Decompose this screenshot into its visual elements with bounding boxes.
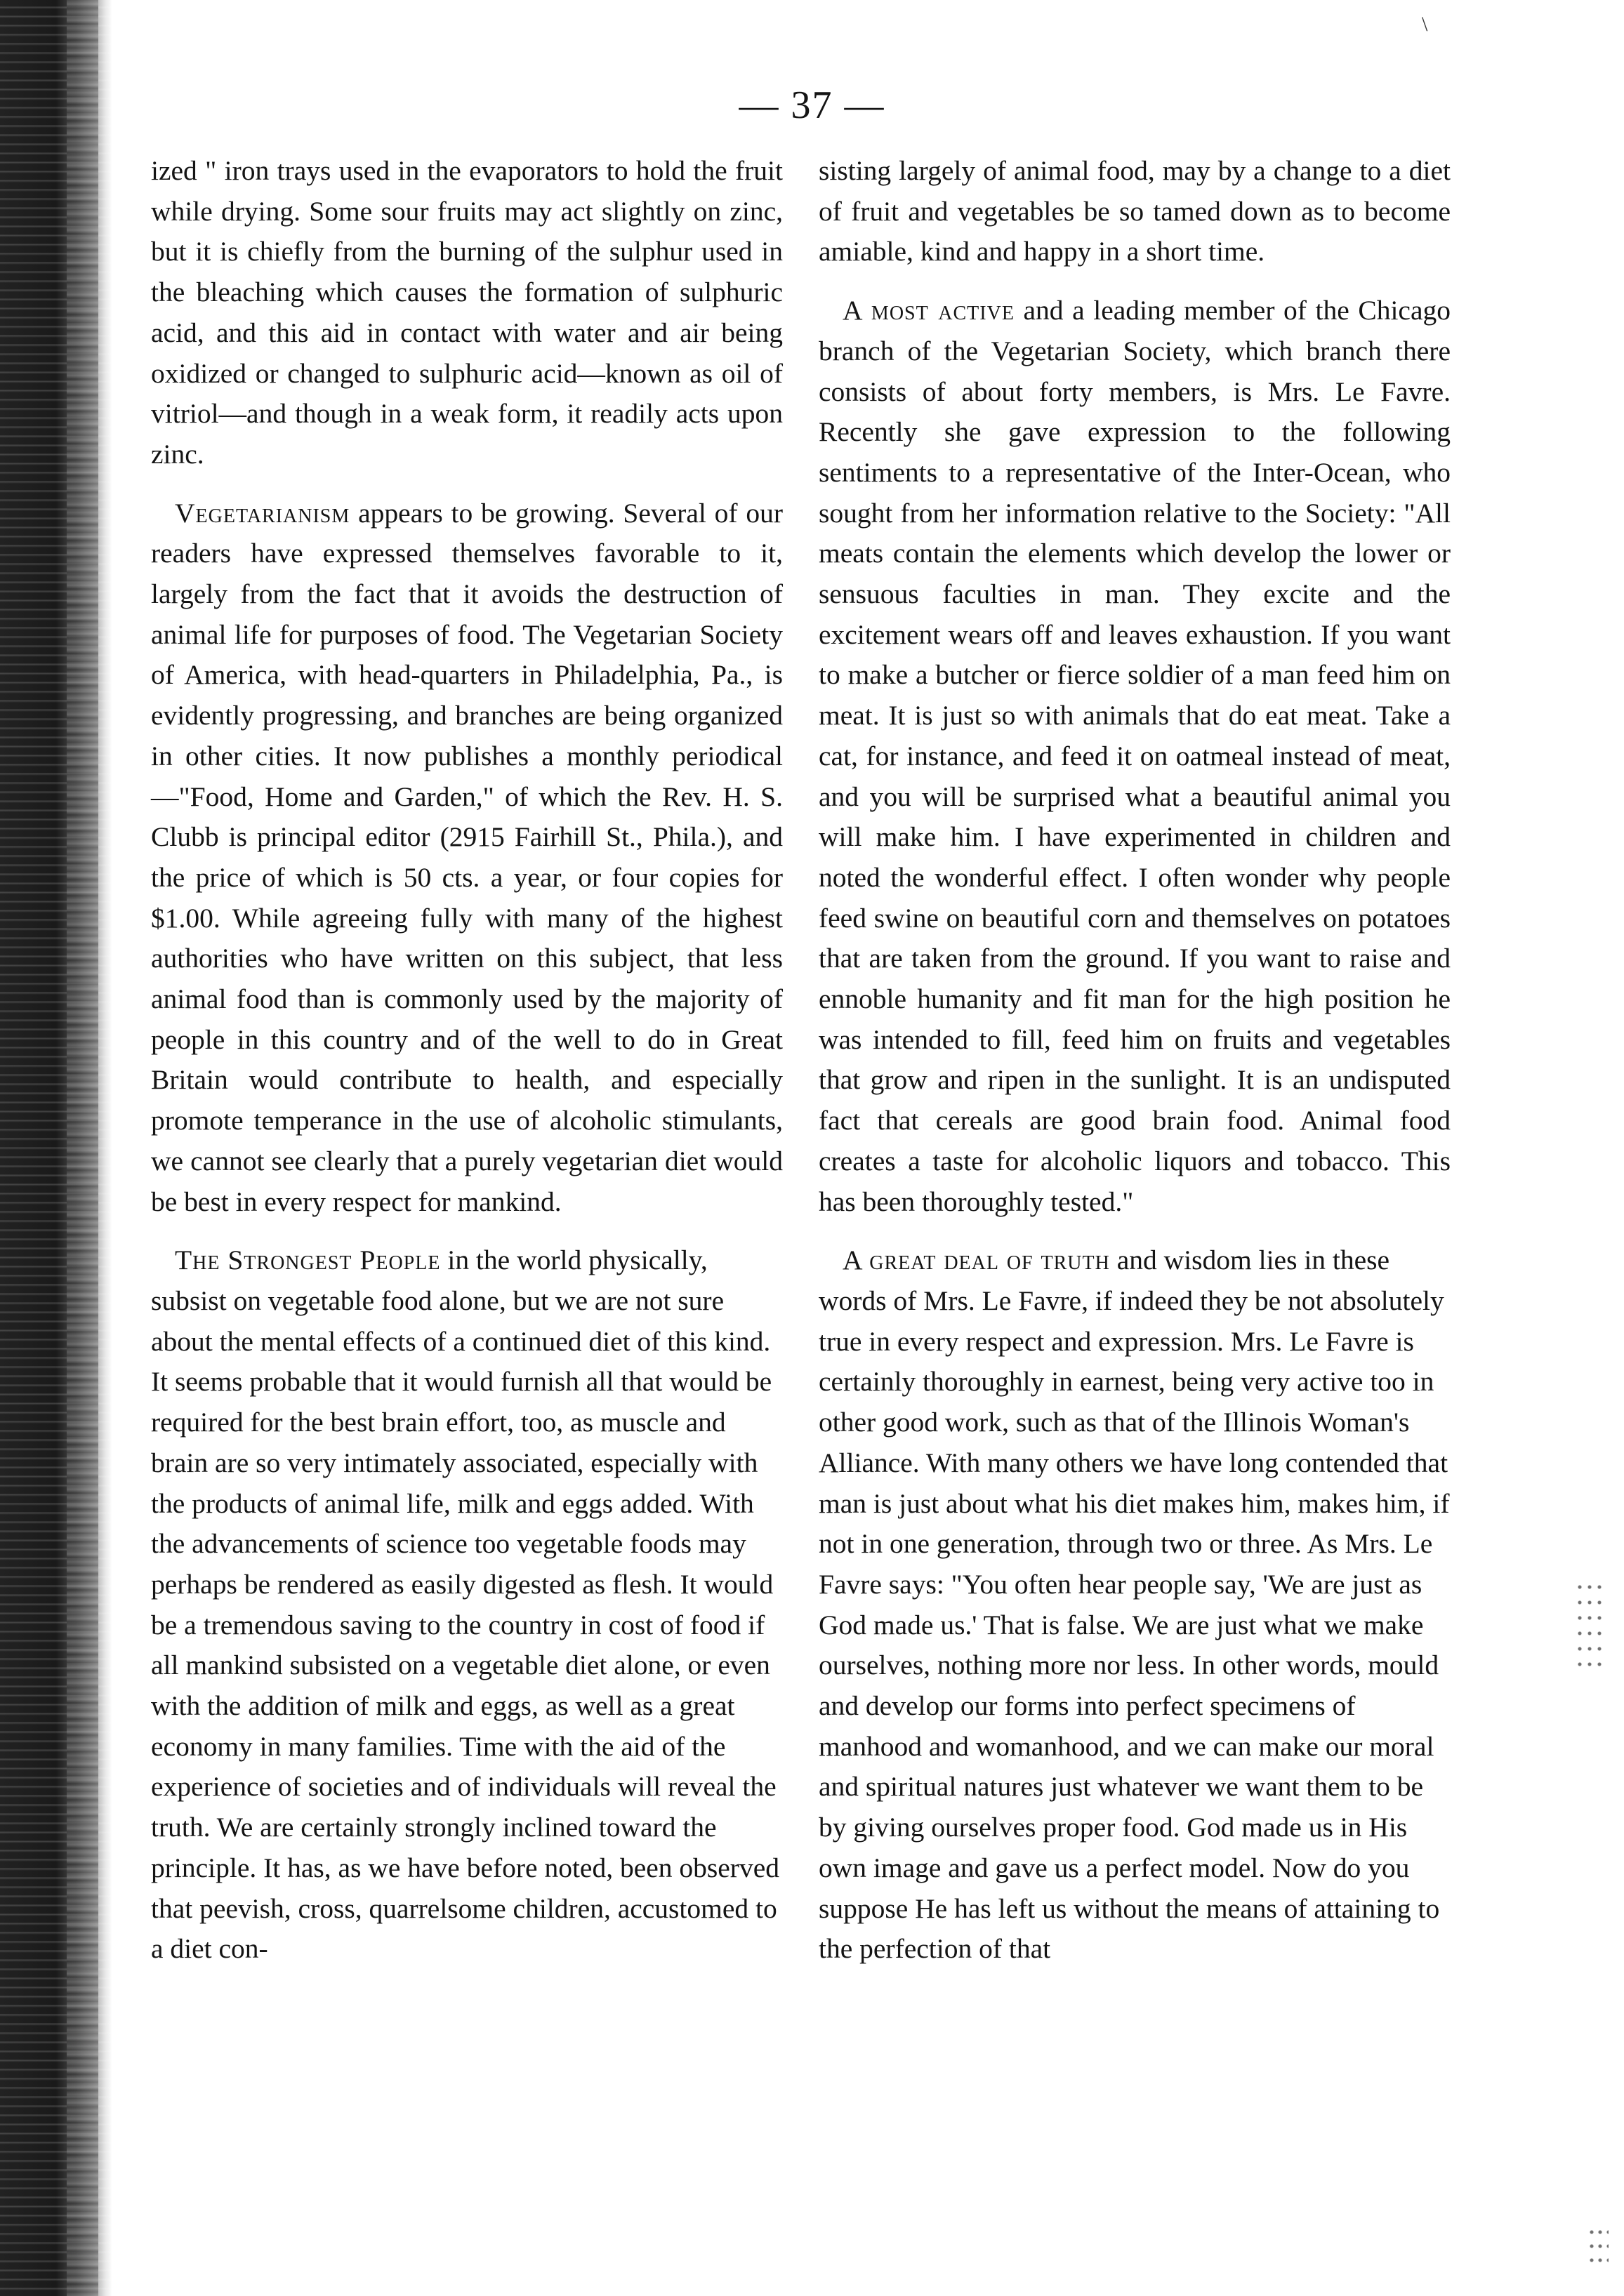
scan-edge-speckles-lower xyxy=(1587,2225,1609,2267)
page-number: — 37 — xyxy=(739,84,885,127)
paragraph-lead-strongest-people: The Strongest People xyxy=(175,1245,441,1276)
left-paragraph-3-body: in the world physically, subsist on vegetable food alone, but we are not sure about the mental effects of a continued diet of this kind. It seems probable that it would furnish all that would be required for the best brain effort, too, as muscle and brain are so very intimately associated, especially with the products of animal life, milk and eggs added. With the advancements of science too vegetable foods may perhaps be rendered as easily digested as flesh. It would be a tremendous saving to the country in cost of food if all mankind subsisted on a vegetable diet alone, or even with the addition of milk and eggs, as well as a great economy in many families. Time with the aid of the experience of societies and of individuals will reveal the truth. We are certainly strongly inclined toward the principle. It has, as we have before noted, been observed that peevish, cross, quarrelsome children, accustomed to a diet con- xyxy=(151,1245,779,1965)
left-paragraph-2-body: appears to be growing. Several of our readers have expressed themselves favorable to it, largely from the fact that it avoids the destruction of animal life for purposes of food. The Vegetarian Society of America, with head-quarters in Philadelphia, Pa., is evidently progressing, and branches are being organized in other cities. It now publishes a monthly periodical—"Food, Home and Garden," of which the Rev. H. S. Clubb is principal editor (2915 Fairhill St., Phila.), and the price of which is 50 cts. a year, or four copies for $1.00. While agreeing fully with many of the highest authorities who have written on this subject, that less animal food than is commonly used by the majority of people in this country and of the well to do in Great Britain would contribute to health, and especially promote temperance in the use of alcoholic stimulants, we cannot see clearly that a purely vegetarian diet would be best in every respect for mankind. xyxy=(151,497,783,1217)
left-paragraph-3 xyxy=(151,1240,783,1970)
paragraph-lead-most-active: A most active xyxy=(843,295,1015,326)
paragraph-lead-vegetarianism: Vegetarianism xyxy=(175,497,350,529)
right-paragraph-2 xyxy=(819,291,1451,1222)
paragraph-lead-great-deal-of-truth: A great deal of truth xyxy=(843,1245,1110,1276)
right-paragraph-3 xyxy=(819,1240,1451,1970)
right-column xyxy=(819,151,1451,1970)
scan-binding-texture xyxy=(67,0,98,2296)
left-paragraph-1: ized " iron trays used in the evaporators to hold the fruit while drying. Some sour fruits may act slightly on zinc, but it is chiefly from the burning of the sulphur used in the bleaching which causes the formation of sulphuric acid, and this aid in contact with water and air being oxidized or changed to sulphuric acid—known as oil of vitriol—and though in a weak form, it readily acts upon zinc. xyxy=(151,155,783,470)
left-paragraph-2 xyxy=(151,493,783,1223)
scan-edge-speckles xyxy=(1575,1579,1603,1678)
right-paragraph-1: sisting largely of animal food, may by a change to a diet of fruit and vegetables be so tamed down as to become amiable, kind and happy in a short time. xyxy=(819,155,1451,267)
right-paragraph-2-body: and a leading member of the Chicago branch of the Vegetarian Society, which branch there consists of about forty members, is Mrs. Le Favre. Recently she gave expression to the following sentiments to a representative of the Inter-Ocean, who sought from her information relative to the Society: "All meats contain the elements which develop the lower or sensuous faculties in man. They excite and the excitement wears off and leaves exhaustion. If you want to make a butcher or fierce soldier of a man feed him on meat. It is just so with animals that do eat meat. Take a cat, for instance, and feed it on oatmeal instead of meat, and you will be surprised what a beautiful animal you will make him. I have experimented in children and noted the wonderful effect. I often wonder why people feed swine on beautiful corn and themselves on potatoes that are taken from the ground. If you want to raise and ennoble humanity and fit man for the high position he was intended to fill, feed him on fruits and vegetables that grow and ripen in the sunlight. It is an undisputed fact that cereals are good brain food. Animal food creates a taste for alcoholic liquors and tobacco. This has been thoroughly tested." xyxy=(819,295,1451,1217)
right-paragraph-3-body: and wisdom lies in these words of Mrs. Le Favre, if indeed they be not absolutely true in every respect and expression. Mrs. Le Favre is certainly thoroughly in earnest, being very active too in other good work, such as that of the Illinois Woman's Alliance. With many others we have long contended that man is just about what his diet makes him, makes him, if not in one generation, through two or three. As Mrs. Le Favre says: "You often hear people say, 'We are just as God made us.' That is false. We are just what we make ourselves, nothing more nor less. In other words, mould and develop our forms into perfect specimens of manhood and womanhood, and we can make our moral and spiritual natures just whatever we want them to be by giving ourselves proper food. God made us in His own image and gave us a perfect model. Now do you suppose He has left us without the means of attaining to the perfection of that xyxy=(819,1245,1450,1965)
stray-ink-mark: \ xyxy=(1422,13,1428,36)
left-column xyxy=(151,151,783,1970)
